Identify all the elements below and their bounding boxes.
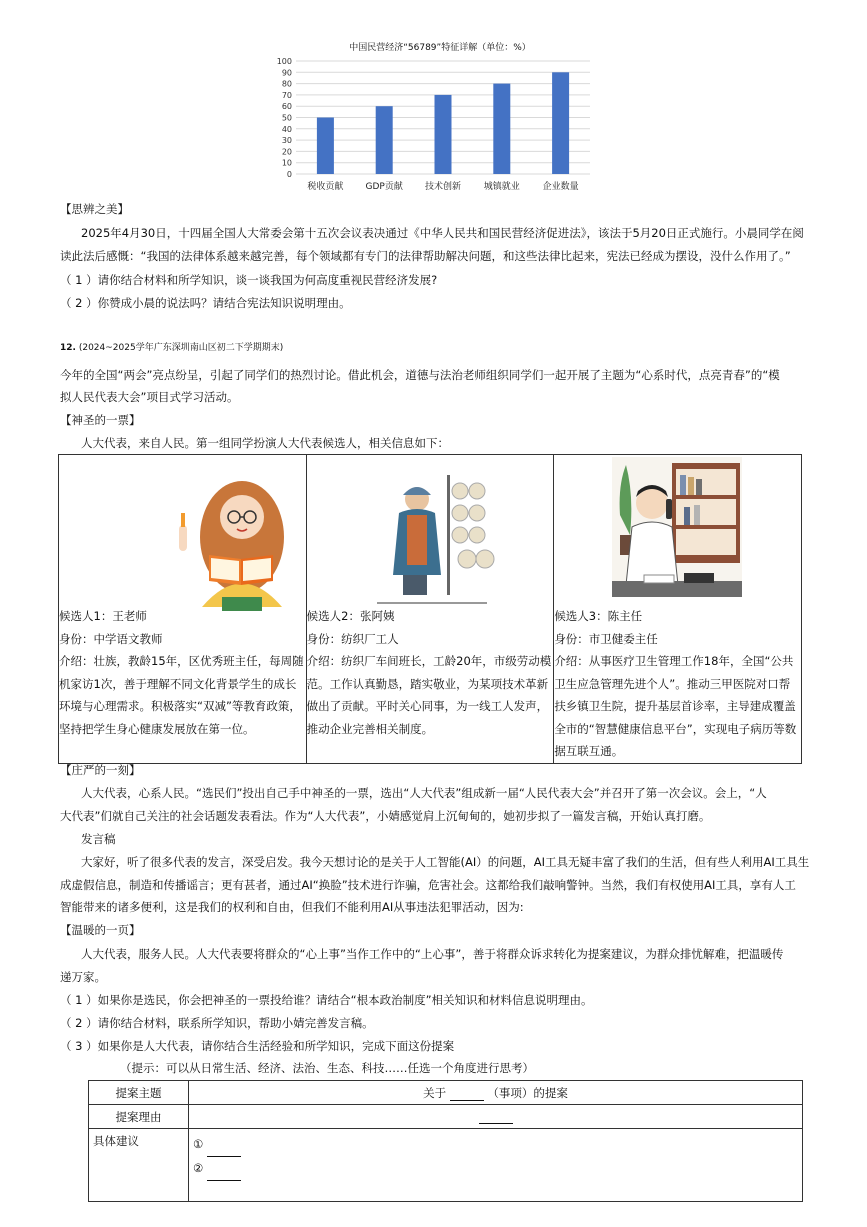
y-tick-label: 20 xyxy=(281,147,292,157)
x-tick-label: 企业数量 xyxy=(542,182,579,192)
candidate-cell-1 xyxy=(59,455,307,764)
y-tick-label: 100 xyxy=(276,57,292,66)
candidate-cell-3 xyxy=(554,455,802,764)
paragraph-line: 大代表”们就自己关注的社会话题发表看法。作为“人大代表”，小婧感觉肩上沉甸甸的，她初步拟了一篇发言稿，开始认真打磨。 xyxy=(60,809,711,823)
paragraph-line: 读此法后感慨：“我国的法律体系越来越完善，每个领域都有专门的法律帮助解决问题，和这些法律比起来，宪法已经成为摆设，没什么作用了。” xyxy=(60,249,791,263)
x-tick-label: 城镇就业 xyxy=(483,182,520,192)
item-marker: ① xyxy=(193,1137,204,1151)
candidate-name: 候选人2：张阿姨 xyxy=(306,609,395,623)
candidate-cell-2 xyxy=(306,455,554,764)
bar xyxy=(435,95,452,174)
question-source: (2024~2025学年广东深圳南山区初二下学期期末) xyxy=(78,343,284,353)
bar xyxy=(317,118,334,175)
y-tick-label: 30 xyxy=(281,136,292,146)
textile-worker-illustration xyxy=(307,455,554,605)
intro-line: 拟人民代表大会”项目式学习活动。 xyxy=(60,390,239,404)
x-tick-label: 技术创新 xyxy=(424,182,462,192)
proposal-topic-suffix: （事项）的提案 xyxy=(487,1085,568,1100)
bar-chart xyxy=(270,55,600,200)
suggestion-blank-1[interactable] xyxy=(207,1133,241,1157)
speech-line: 成虚假信息，制造和传播谣言；更有甚者，通过AI“换脸”技术进行诈骗，危害社会。这都给我们敲响警钟。当然，我们有权使用AI工具，享有人工 xyxy=(60,878,796,892)
candidate-name: 候选人3：陈主任 xyxy=(554,609,643,623)
question-1: （ 1 ）请你结合材料和所学知识，谈一谈我国为何高度重视民营经济发展? xyxy=(60,273,438,287)
proposal-reason-cell xyxy=(189,1105,803,1129)
proposal-topic-cell xyxy=(189,1081,803,1105)
candidate-intro: 介绍：壮族，教龄15年，区优秀班主任，每周随机家访1次，善于理解不同文化背景学生的成长环境与心理需求。积极落实“双减”等教育政策，坚持把学生身心健康发展放在第一位。 xyxy=(59,654,304,736)
question-number: 12. xyxy=(60,343,76,353)
question-2: （ 2 ）请你结合材料，联系所学知识，帮助小婧完善发言稿。 xyxy=(60,1016,374,1030)
x-tick-label: GDP贡献 xyxy=(365,182,403,192)
item-marker: ② xyxy=(193,1161,204,1175)
candidates-table xyxy=(58,454,802,764)
y-tick-label: 70 xyxy=(281,90,292,100)
candidate-name: 候选人1：王老师 xyxy=(59,609,147,623)
proposal-topic-label: 提案主题 xyxy=(89,1081,189,1105)
section-heading-thinking: 【思辨之美】 xyxy=(60,202,129,216)
reason-blank[interactable] xyxy=(479,1109,513,1124)
candidate-intro: 介绍：从事医疗卫生管理工作18年，全国“公共卫生应急管理先进个人”。推动三甲医院对口帮扶乡镇卫生院，提升基层首诊率，主导建成覆盖全市的“智慧健康信息平台”，实现电子病历等数据互联互通。 xyxy=(554,654,797,758)
candidate-identity: 身份：纺织厂工人 xyxy=(306,631,399,646)
x-tick-label: 税收贡献 xyxy=(307,182,344,192)
question-3: （ 3 ）如果你是人大代表，请你结合生活经验和所学知识，完成下面这份提案 xyxy=(60,1039,455,1053)
chart-title: 中国民营经济“56789”特征详解（单位：%） xyxy=(349,43,531,53)
speech-line: 大家好，听了很多代表的发言，深受启发。我今天想讨论的是关于人工智能(AI）的问题，AI工具无疑丰富了我们的生活，但有些人利用AI工具生 xyxy=(81,855,810,869)
bar xyxy=(376,106,393,174)
section-heading-solemn: 【庄严的一刻】 xyxy=(60,763,141,777)
paragraph-line: 人大代表，来自人民。第一组同学扮演人大代表候选人，相关信息如下： xyxy=(81,436,449,450)
health-director-illustration xyxy=(554,455,801,605)
question-2: （ 2 ）你赞成小晨的说法吗？请结合宪法知识说明理由。 xyxy=(60,296,351,310)
y-tick-label: 60 xyxy=(281,102,292,112)
y-tick-label: 40 xyxy=(281,124,292,134)
candidate-intro: 介绍：纺织厂车间班长，工龄20年，市级劳动模范。工作认真勤恳，踏实敬业，为某项技术革新做出了贡献。平时关心同事，为一线工人发声，推动企业完善相关制度。 xyxy=(306,654,552,736)
question-header xyxy=(60,340,283,356)
y-tick-label: 50 xyxy=(281,113,292,123)
proposal-reason-label: 提案理由 xyxy=(89,1105,189,1129)
topic-blank[interactable] xyxy=(450,1086,484,1101)
candidate-identity: 身份：中学语文教师 xyxy=(59,631,163,646)
proposal-suggestion-cell xyxy=(189,1129,803,1202)
proposal-suggestion-label: 具体建议 xyxy=(89,1129,189,1202)
y-tick-label: 0 xyxy=(286,170,292,179)
intro-line: 今年的全国“两会”亮点纷呈，引起了同学们的热烈讨论。借此机会，道德与法治老师组织同学们一起开展了主题为“心系时代，点亮青春”的“模 xyxy=(60,368,780,382)
speech-line: 智能带来的诸多便利，这是我们的权利和自由，但我们不能利用AI从事违法犯罪活动，因为: xyxy=(60,900,524,914)
paragraph-line: 2025年4月30日，十四届全国人大常委会第十五次会议表决通过《中华人民共和国民营经济促进法》，该法于5月20日正式施行。小晨同学在阅 xyxy=(81,226,804,240)
bar xyxy=(493,84,510,174)
y-tick-label: 80 xyxy=(281,79,292,89)
teacher-illustration xyxy=(59,455,306,605)
y-tick-label: 90 xyxy=(281,68,292,78)
paragraph-line: 递万家。 xyxy=(60,970,106,984)
section-heading-warm: 【温暖的一页】 xyxy=(60,923,141,937)
section-heading-vote: 【神圣的一票】 xyxy=(60,413,141,427)
candidate-identity: 身份：市卫健委主任 xyxy=(554,631,658,646)
proposal-table xyxy=(88,1080,803,1202)
bar xyxy=(552,72,569,174)
y-tick-label: 10 xyxy=(281,158,292,168)
suggestion-blank-2[interactable] xyxy=(207,1157,241,1181)
speech-title: 发言稿 xyxy=(81,832,116,846)
paragraph-line: 人大代表，心系人民。“选民们”投出自己手中神圣的一票，选出“人大代表”组成新一届“人民代表大会”并召开了第一次会议。会上，“人 xyxy=(81,786,767,800)
paragraph-line: 人大代表，服务人民。人大代表要将群众的“心上事”当作工作中的“上心事”，善于将群众诉求转化为提案建议，为群众排忧解难，把温暖传 xyxy=(81,947,784,961)
proposal-topic-prefix: 关于 xyxy=(423,1085,447,1100)
hint-text: （提示：可以从日常生活、经济、法治、生态、科技……任选一个角度进行思考） xyxy=(120,1061,534,1075)
question-1: （ 1 ）如果你是选民，你会把神圣的一票投给谁？请结合“根本政治制度”相关知识和材料信息说明理由。 xyxy=(60,993,593,1007)
